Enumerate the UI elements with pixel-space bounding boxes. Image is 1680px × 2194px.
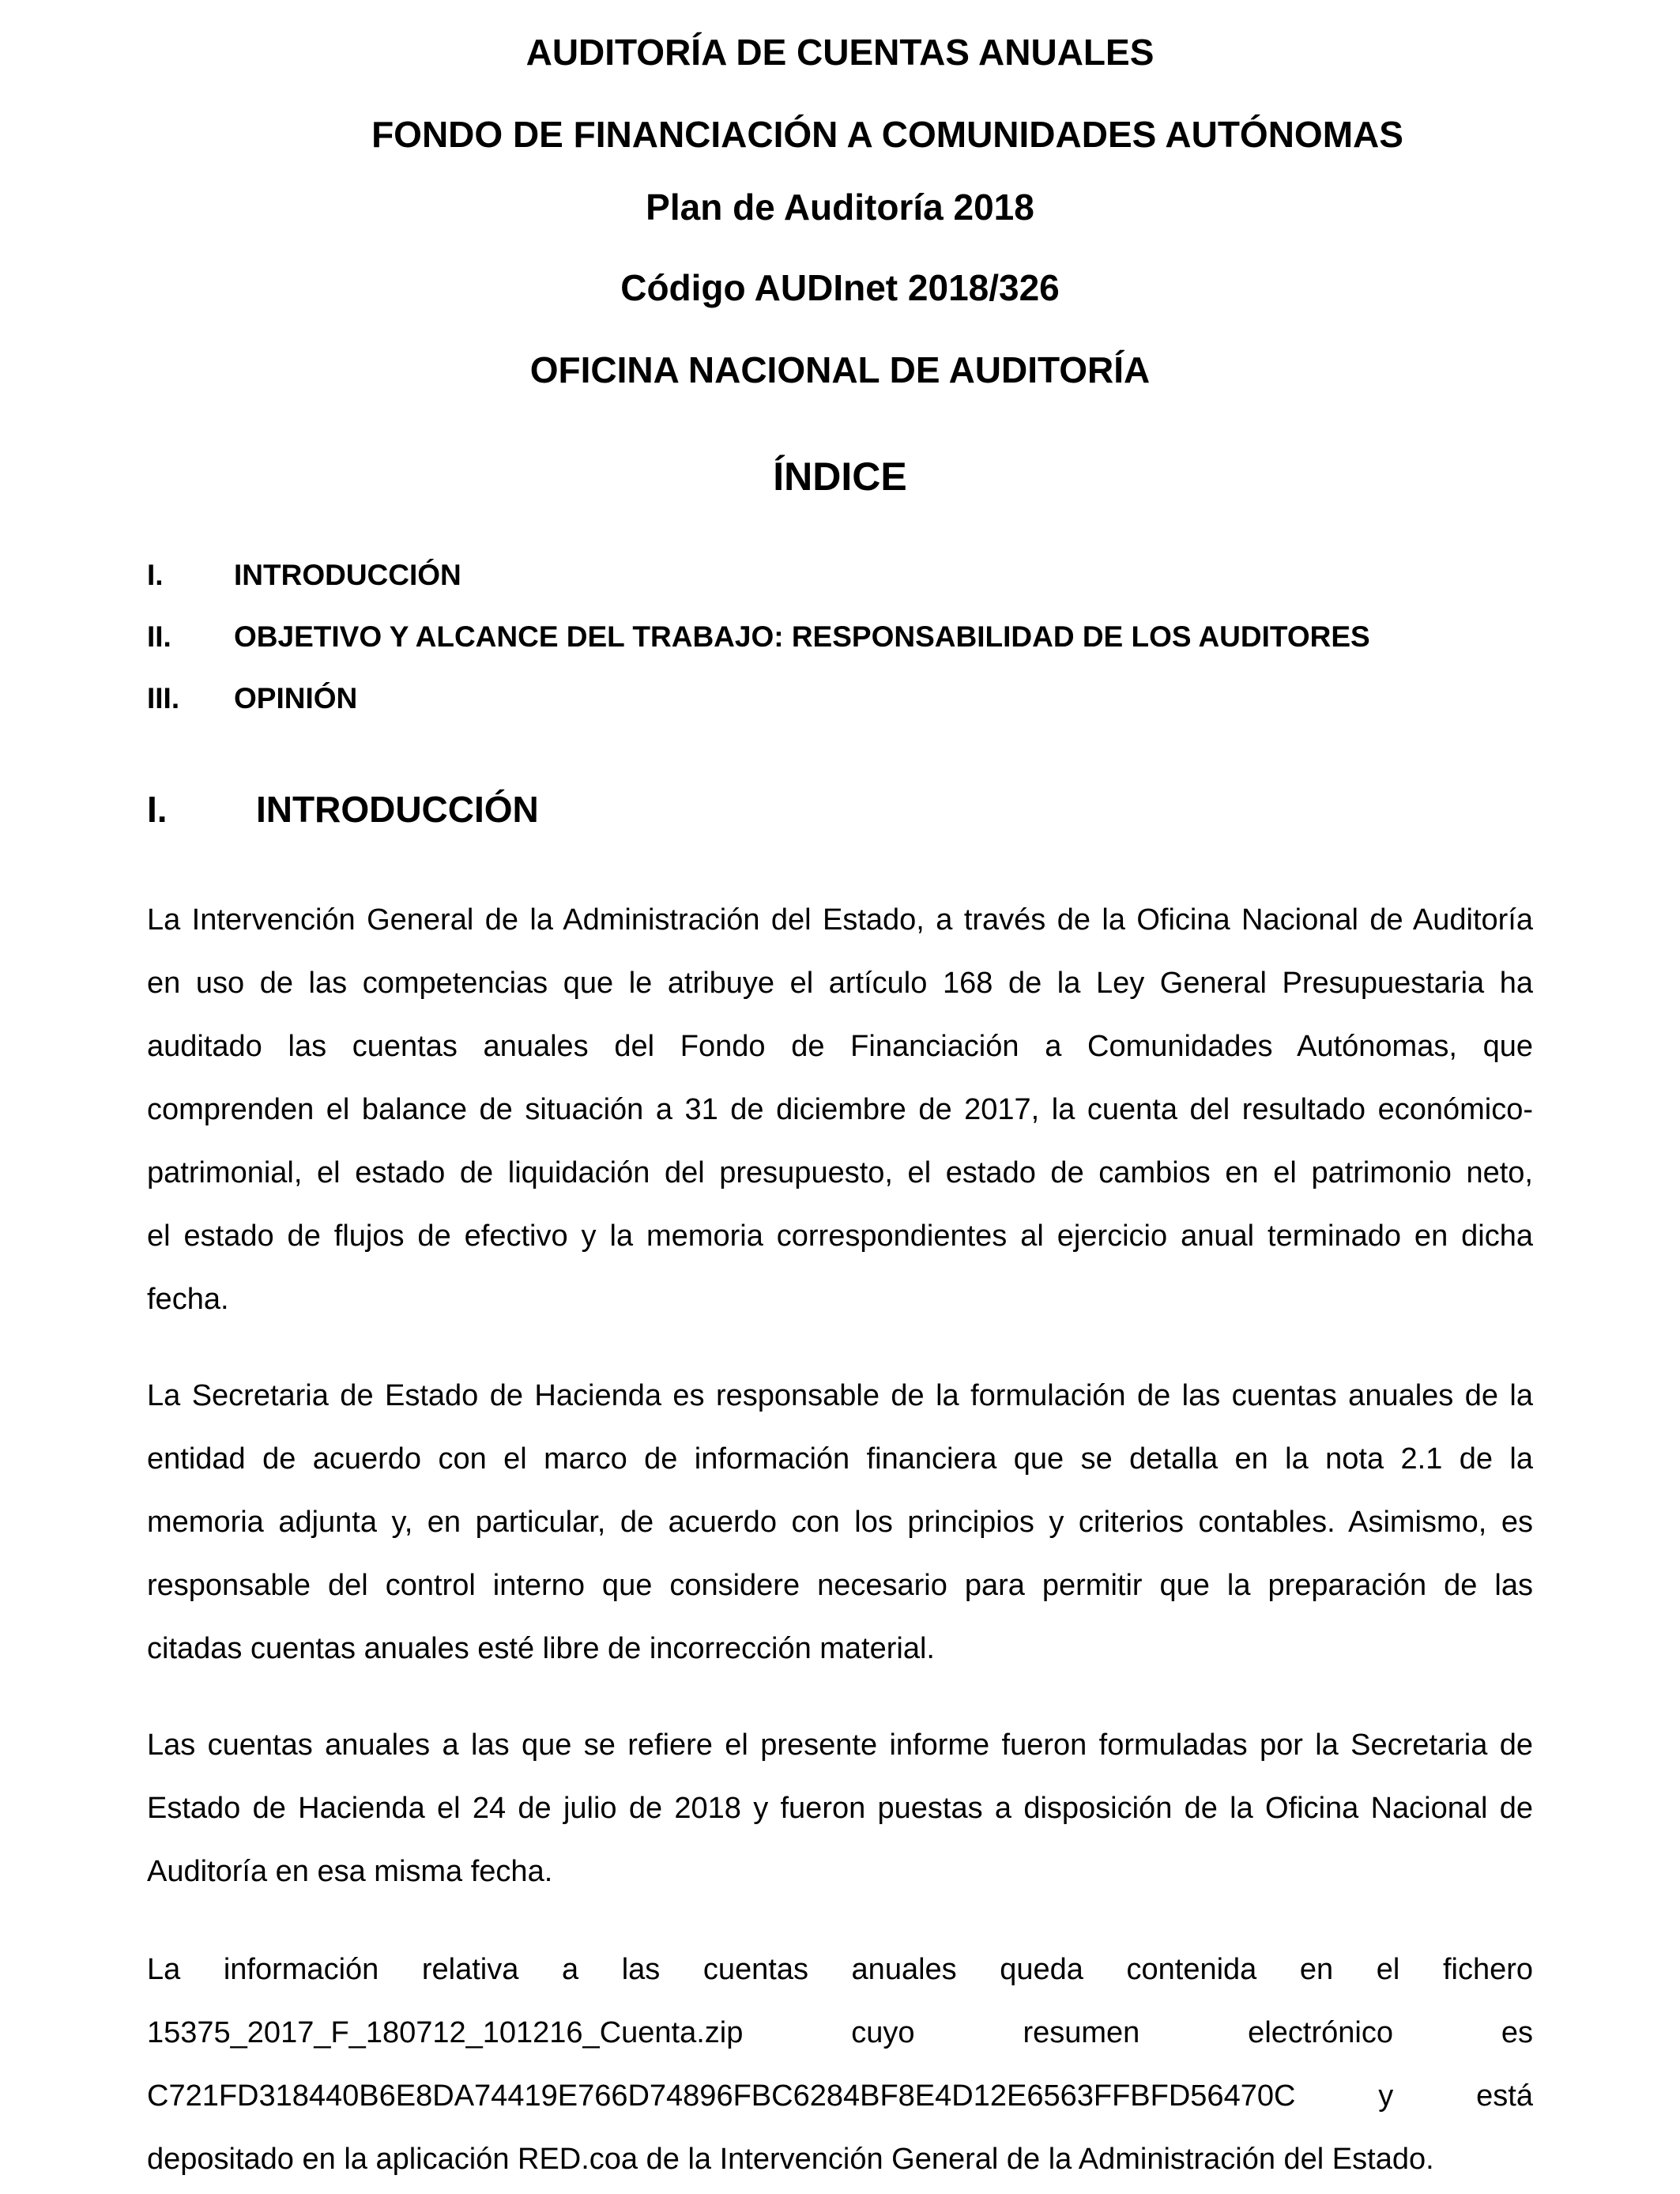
- paragraph-line: fecha.: [147, 1283, 229, 1316]
- index-item-number: II.: [147, 620, 171, 653]
- paragraph-line: C721FD318440B6E8DA74419E766D74896FBC6284BF8E4D12E6563FFBFD56470C y está: [147, 2079, 1533, 2113]
- paragraph-line: La Intervención General de la Administración del Estado, a través de la Oficina Nacional de Auditoría: [147, 903, 1533, 937]
- paragraph-responsibility: [147, 1364, 1533, 1680]
- paragraph-line: en uso de las competencias que le atribuye el artículo 168 de la Ley General Presupuestaria ha: [147, 967, 1533, 1000]
- report-title: AUDITORÍA DE CUENTAS ANUALES: [525, 32, 1155, 73]
- section-number: I.: [147, 789, 168, 830]
- paragraph-line: patrimonial, el estado de liquidación del presupuesto, el estado de cambios en el patrimonio neto,: [147, 1156, 1533, 1189]
- paragraph-line: el estado de flujos de efectivo y la memoria correspondientes al ejercicio anual terminado en dicha: [147, 1220, 1533, 1253]
- paragraph-line: citadas cuentas anuales esté libre de incorrección material.: [147, 1632, 935, 1665]
- paragraph-line: Estado de Hacienda el 24 de julio de 2018 y fueron puestas a disposición de la Oficina Nacional de: [147, 1792, 1533, 1825]
- paragraph-line: responsable del control interno que considere necesario para permitir que la preparación de las: [147, 1569, 1533, 1602]
- paragraph-line: auditado las cuentas anuales del Fondo de Financiación a Comunidades Autónomas, que: [147, 1030, 1533, 1063]
- paragraph-line: entidad de acuerdo con el marco de información financiera que se detalla en la nota 2.1 de la: [147, 1442, 1533, 1476]
- section-title: INTRODUCCIÓN: [256, 789, 539, 830]
- paragraph-line: 15375_2017_F_180712_101216_Cuenta.zip cuyo resumen electrónico es: [147, 2016, 1533, 2049]
- entity-title: FONDO DE FINANCIACIÓN A COMUNIDADES AUTÓNOMAS: [371, 114, 1403, 155]
- paragraph-line: comprenden el balance de situación a 31 de diciembre de 2017, la cuenta del resultado económico-: [147, 1093, 1533, 1126]
- index-item-label: INTRODUCCIÓN: [234, 559, 461, 591]
- index-item-number: I.: [147, 559, 164, 591]
- audinet-code-title: Código AUDInet 2018/326: [620, 267, 1060, 308]
- index-item-label: OPINIÓN: [234, 682, 358, 714]
- paragraph-line: Las cuentas anuales a las que se refiere el presente informe fueron formuladas por la Secretaria de: [147, 1728, 1533, 1762]
- paragraph-line: La Secretaria de Estado de Hacienda es responsable de la formulación de las cuentas anuales de la: [147, 1379, 1533, 1412]
- office-title: OFICINA NACIONAL DE AUDITORÍA: [529, 349, 1151, 390]
- index-item-number: III.: [147, 682, 180, 714]
- paragraph-introduction: [147, 888, 1533, 1331]
- paragraph-file-info: [147, 1938, 1533, 2191]
- paragraph-formulation: [147, 1713, 1533, 1903]
- paragraph-line: depositado en la aplicación RED.coa de la Intervención General de la Administración del Estado.: [147, 2143, 1434, 2176]
- index-item-label: OBJETIVO Y ALCANCE DEL TRABAJO: RESPONSABILIDAD DE LOS AUDITORES: [234, 620, 1370, 653]
- paragraph-line: memoria adjunta y, en particular, de acuerdo con los principios y criterios contables. Asimismo, es: [147, 1506, 1533, 1539]
- audit-plan-title: Plan de Auditoría 2018: [646, 187, 1034, 228]
- paragraph-line: Auditoría en esa misma fecha.: [147, 1855, 553, 1888]
- paragraph-line: La información relativa a las cuentas anuales queda contenida en el fichero: [147, 1953, 1533, 1986]
- index-heading: ÍNDICE: [773, 454, 907, 499]
